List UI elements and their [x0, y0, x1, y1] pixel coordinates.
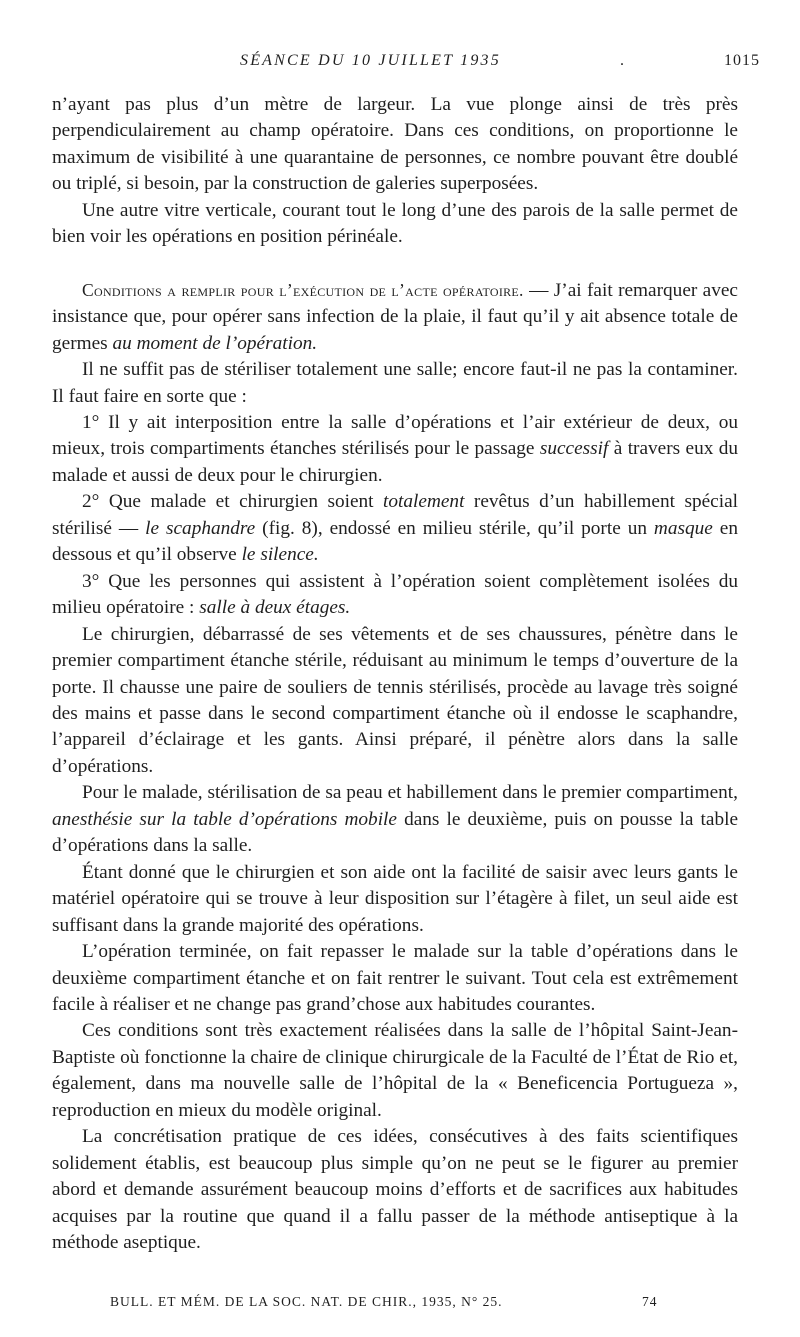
running-header — [0, 52, 800, 76]
paragraph-malade — [52, 780, 738, 859]
page-number: 1015 — [724, 52, 760, 69]
list-item-text: en dessous et qu’il observe — [52, 517, 738, 566]
list-item-text: (fig. 8), endossé en milieu stérile, qu’il porte un — [255, 517, 654, 539]
paragraph-text: dans le deuxième, puis on pousse la table d’opérations dans la salle. — [52, 808, 739, 857]
list-item-text: 2° Que malade et chirurgien soient — [82, 491, 384, 513]
paragraph-hopital: Ces conditions sont très exactement réalisées dans la salle de l’hôpital Saint-Jean-Baptiste où fonctionne la chaire de clinique chirurgicale de la Faculté de l’État de Rio et, également, dans ma nouvelle salle de l’hôpital de la « Beneficencia Portugueza », reproduction en mieux du modèle original. — [52, 1020, 738, 1121]
emphasis-text: anesthésie sur la table d’opérations mobile — [52, 808, 397, 830]
list-item-text: à travers eux du malade et aussi de deux pour le chirurgien. — [52, 438, 738, 486]
emphasis-text: masque — [653, 517, 713, 539]
paragraph-text: Pour le malade, stérilisation de sa peau et habillement dans le premier compartiment, — [82, 782, 738, 804]
header-title: SÉANCE DU 10 JUILLET 1935 — [240, 52, 501, 69]
list-item-text: 3° Que les personnes qui assistent à l’opération soient complètement isolées du milieu opératoire : — [52, 570, 738, 619]
paragraph-chirurgien: Le chirurgien, débarrassé de ses vêtements et de ses chaussures, pénètre dans le premier compartiment étanche stérile, réduisant au minimum le temps d’ouverture de la porte. Il chausse une paire de souliers de tennis stérilisés, procède au lavage très soigné des mains et passe dans le second compartiment étanche où il endosse le scaphandre, l’appareil d’éclairage et les gants. Ainsi préparé, il pénètre alors dans la salle d’opérations. — [52, 623, 738, 777]
sheet-number: 74 — [642, 1294, 658, 1309]
paragraph-aide: Étant donné que le chirurgien et son aide ont la facilité de saisir avec leurs gants le matériel opératoire qui se trouve à leur disposition sur l’étagère à filet, un seul aide est suffisant dans la grande majorité des opérations. — [52, 861, 738, 936]
emphasis-text: salle à deux étages. — [199, 597, 351, 619]
emphasis-text: totalement — [383, 491, 465, 513]
list-item-1 — [52, 410, 738, 489]
emphasis-text: au moment de l’opération. — [112, 332, 318, 354]
section-text: — J’ai fait remarquer avec insistance que, pour opérer sans infection de la plaie, il faut qu’il y ait absence totale de germes — [52, 279, 738, 354]
emphasis-text: le scaphandre — [145, 517, 256, 539]
section-heading: Conditions a remplir pour l’exécution de l’acte opératoire. — [82, 279, 524, 300]
paragraph-vitre: Une autre vitre verticale, courant tout le long d’une des parois de la salle permet de bien voir les opérations en position périnéale. — [52, 199, 738, 248]
list-item-text: 1° Il y ait interposition entre la salle d’opérations et l’air extérieur de deux, ou mieux, trois compartiments étanches stérilisés pour le passage — [52, 411, 738, 460]
page-footer — [110, 1294, 710, 1318]
paragraph-concretisation: La concrétisation pratique de ces idées, consécutives à des faits scientifiques solidement établis, est beaucoup plus simple qu’on ne peut se le figurer au premier abord et demande assurément beaucoup moins d’efforts et de sacrifices aux habitudes acquises par la routine que quand il a fallu passer de la méthode antiseptique à la méthode aseptique. — [52, 1126, 738, 1254]
emphasis-text: le silence. — [241, 544, 319, 566]
paragraph-conditions — [52, 277, 738, 357]
list-item-3 — [52, 569, 738, 622]
body-text — [52, 92, 738, 1256]
list-item-2 — [52, 489, 738, 568]
footer-note: BULL. ET MÉM. DE LA SOC. NAT. DE CHIR., 1935, N° 25. — [110, 1294, 503, 1309]
paragraph-continuation: n’ayant pas plus d’un mètre de largeur. La vue plonge ainsi de très près perpendiculairement au champ opératoire. Dans ces conditions, on proportionne le maximum de visibilité à une quarantaine de personnes, ce nombre pouvant être doublé ou triplé, si besoin, par la construction de galeries superposées. — [52, 94, 738, 195]
paragraph-contaminer: Il ne suffit pas de stériliser totalement une salle; encore faut-il ne pas la contaminer. Il faut faire en sorte que : — [52, 359, 738, 407]
header-separator: . — [620, 52, 624, 69]
emphasis-text: successif — [539, 438, 609, 460]
list-item-text: revêtus d’un habillement spécial stérilisé — — [52, 491, 739, 539]
paragraph-operation-terminee: L’opération terminée, on fait repasser le malade sur la table d’opérations dans le deuxième compartiment étanche et on fait rentrer le suivant. Tout cela est extrêmement facile à réaliser et ne change pas grand’chose aux habitudes courantes. — [52, 941, 738, 1015]
